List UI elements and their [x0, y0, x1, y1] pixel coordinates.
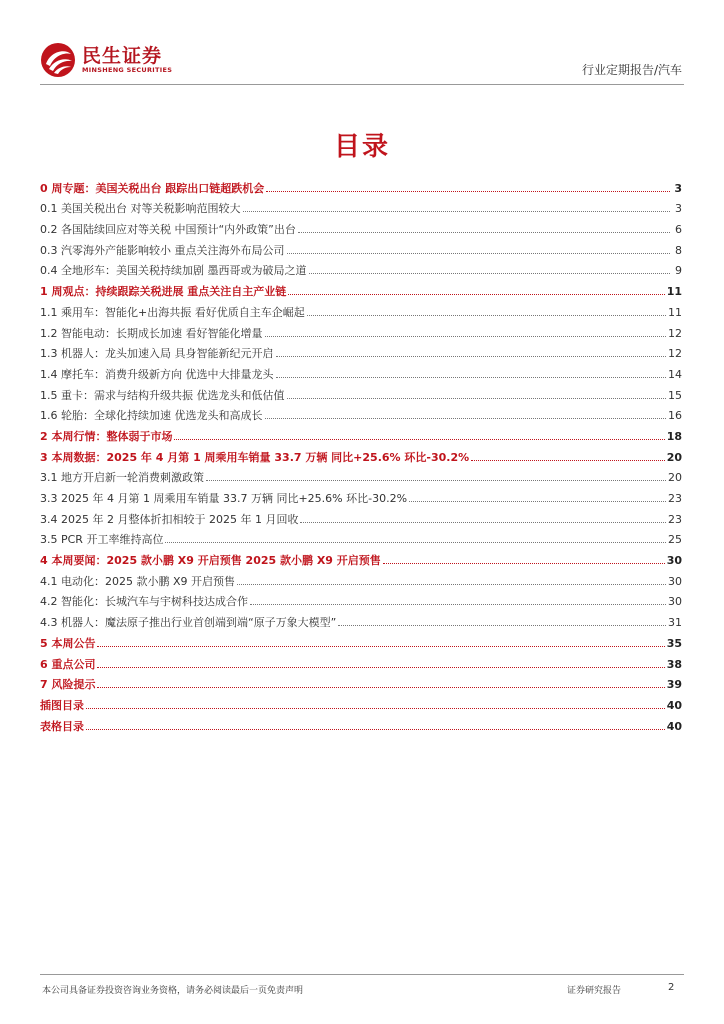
toc-entry-label: 4 本周要闻：2025 款小鹏 X9 开启预售 2025 款小鹏 X9 开启预售: [40, 554, 381, 568]
toc-dot-leader: [409, 501, 666, 502]
toc-dot-leader: [276, 377, 667, 378]
toc-entry[interactable]: [40, 484, 682, 505]
toc-entry-label: 0.1 美国关税出台 对等关税影响范围较大: [40, 202, 241, 216]
toc-entry[interactable]: [40, 588, 682, 609]
toc-entry[interactable]: [40, 257, 682, 278]
toc-entry-page: 14: [668, 367, 682, 381]
toc-entry-label: 1 周观点：持续跟踪关税进展 重点关注自主产业链: [40, 285, 287, 299]
table-of-contents: [40, 174, 682, 733]
toc-entry-label: 插图目录: [40, 698, 84, 712]
footer-doc-type: 证券研究报告: [567, 986, 622, 996]
toc-entry-label: 2 本周行情：整体弱于市场: [40, 429, 173, 443]
toc-entry[interactable]: [40, 712, 682, 733]
toc-entry-label: 0.3 汽零海外产能影响较小 重点关注海外布局公司: [40, 243, 285, 257]
toc-entry-page: 23: [668, 512, 682, 526]
toc-entry-page: 12: [668, 326, 682, 340]
toc-entry-label: 1.2 智能电动：长期成长加速 看好智能化增量: [40, 326, 263, 340]
toc-entry-label: 1.3 机器人：龙头加速入局 具身智能新纪元开启: [40, 347, 274, 361]
toc-entry[interactable]: [40, 319, 682, 340]
toc-entry[interactable]: [40, 402, 682, 423]
toc-entry[interactable]: [40, 629, 682, 650]
toc-entry[interactable]: [40, 174, 682, 195]
toc-entry-page: 20: [668, 471, 682, 485]
toc-entry-page: 9: [675, 264, 682, 278]
toc-dot-leader: [276, 356, 667, 357]
toc-entry-page: 11: [666, 285, 682, 299]
toc-dot-leader: [307, 315, 666, 316]
header-divider: [40, 84, 684, 85]
toc-entry-page: 18: [666, 429, 682, 443]
toc-dot-leader: [383, 563, 665, 564]
toc-entry[interactable]: [40, 671, 682, 692]
toc-dot-leader: [287, 398, 667, 399]
toc-entry-page: 25: [668, 533, 682, 547]
toc-entry-label: 1.4 摩托车：消费升级新方向 优选中大排量龙头: [40, 367, 274, 381]
toc-dot-leader: [86, 729, 665, 730]
toc-entry-label: 3.3 2025 年 4 月第 1 周乘用车销量 33.7 万辆 同比+25.6% 环比-30.2%: [40, 492, 408, 505]
toc-entry-page: 30: [668, 595, 682, 609]
toc-dot-leader: [243, 211, 671, 212]
toc-entry[interactable]: [40, 236, 682, 257]
toc-entry[interactable]: [40, 608, 682, 629]
toc-entry[interactable]: [40, 195, 682, 216]
toc-entry-label: 0.2 各国陆续回应对等关税 中国预计“内外政策”出台: [40, 223, 296, 237]
logo-english-name: MINSHENG SECURITIES: [82, 66, 173, 74]
toc-entry-page: 20: [666, 450, 682, 464]
toc-entry[interactable]: [40, 526, 682, 547]
toc-entry-label: 4.2 智能化：长城汽车与宇树科技达成合作: [40, 595, 248, 609]
logo-chinese-name: 民生证券: [82, 45, 163, 67]
minsheng-logo: [40, 38, 240, 78]
toc-entry[interactable]: [40, 277, 682, 298]
toc-dot-leader: [298, 232, 670, 233]
minsheng-logo-icon: [40, 42, 76, 78]
toc-dot-leader: [287, 253, 671, 254]
toc-entry-label: 4.1 电动化：2025 款小鹏 X9 开启预售: [40, 574, 236, 588]
footer-disclaimer: 本公司具备证券投资咨询业务资格，请务必阅读最后一页免责声明: [42, 986, 304, 996]
toc-entry[interactable]: [40, 298, 682, 319]
toc-entry[interactable]: [40, 422, 682, 443]
toc-dot-leader: [338, 625, 666, 626]
toc-dot-leader: [265, 418, 667, 419]
toc-entry[interactable]: [40, 360, 682, 381]
toc-entry[interactable]: [40, 464, 682, 485]
page-header: [40, 38, 684, 82]
toc-entry-page: 40: [666, 698, 682, 712]
toc-entry[interactable]: [40, 567, 682, 588]
toc-entry[interactable]: [40, 546, 682, 567]
toc-dot-leader: [206, 480, 666, 481]
toc-dot-leader: [165, 542, 666, 543]
toc-dot-leader: [265, 336, 667, 337]
toc-dot-leader: [237, 584, 666, 585]
toc-dot-leader: [471, 460, 665, 461]
toc-entry-page: 12: [668, 347, 682, 361]
footer-page-number: 2: [668, 982, 675, 993]
toc-dot-leader: [97, 687, 664, 688]
toc-dot-leader: [300, 522, 666, 523]
toc-title: 目录: [333, 132, 390, 162]
toc-entry-page: 30: [666, 554, 682, 568]
toc-entry-page: 30: [668, 574, 682, 588]
toc-entry-page: 3: [675, 202, 682, 216]
toc-dot-leader: [309, 273, 671, 274]
toc-dot-leader: [288, 294, 664, 295]
toc-entry-label: 5 本周公告: [40, 636, 96, 650]
toc-entry-page: 15: [668, 388, 682, 402]
report-type: 行业定期报告/汽车: [581, 63, 682, 77]
toc-entry-page: 16: [668, 409, 682, 423]
toc-entry[interactable]: [40, 650, 682, 671]
toc-entry-page: 40: [666, 719, 682, 733]
toc-entry-page: 35: [666, 636, 682, 650]
toc-entry-page: 38: [666, 657, 682, 671]
toc-entry-label: 0.4 全地形车：美国关税持续加剧 墨西哥或为破局之道: [40, 264, 307, 278]
toc-entry-label: 3.1 地方开启新一轮消费刺激政策: [40, 471, 204, 485]
toc-entry-page: 23: [668, 492, 682, 505]
toc-dot-leader: [266, 191, 670, 192]
footer-divider: [40, 974, 684, 975]
toc-entry-page: 11: [668, 305, 682, 319]
toc-entry-label: 1.1 乘用车：智能化+出海共振 看好优质自主车企崛起: [40, 305, 305, 319]
toc-entry-label: 0 周专题：美国关税出台 跟踪出口链超跌机会: [40, 181, 265, 195]
toc-entry-label: 1.5 重卡：需求与结构升级共振 优选龙头和低估值: [40, 388, 285, 402]
toc-dot-leader: [97, 667, 664, 668]
toc-dot-leader: [86, 708, 665, 709]
toc-entry[interactable]: [40, 215, 682, 236]
toc-entry-label: 3.5 PCR 开工率维持高位: [40, 533, 164, 547]
toc-entry-page: 3: [674, 181, 682, 195]
toc-dot-leader: [250, 604, 666, 605]
toc-entry[interactable]: [40, 505, 682, 526]
toc-entry-label: 7 风险提示: [40, 678, 96, 692]
toc-entry[interactable]: [40, 691, 682, 712]
toc-entry-page: 8: [675, 243, 682, 257]
toc-entry-label: 3 本周数据：2025 年 4 月第 1 周乘用车销量 33.7 万辆 同比+25.6% 环比-30.2%: [40, 450, 470, 464]
toc-entry-label: 4.3 机器人：魔法原子推出行业首创端到端“原子万象大模型”: [40, 616, 337, 630]
toc-entry[interactable]: [40, 340, 682, 361]
toc-entry-label: 3.4 2025 年 2 月整体折扣相较于 2025 年 1 月回收: [40, 512, 299, 526]
toc-dot-leader: [97, 646, 664, 647]
toc-entry[interactable]: [40, 443, 682, 464]
toc-entry-page: 39: [666, 678, 682, 692]
toc-entry-label: 6 重点公司: [40, 657, 96, 671]
toc-entry[interactable]: [40, 381, 682, 402]
toc-entry-page: 6: [675, 223, 682, 237]
toc-entry-label: 1.6 轮胎：全球化持续加速 优选龙头和高成长: [40, 409, 263, 423]
toc-entry-page: 31: [668, 616, 682, 630]
toc-dot-leader: [174, 439, 664, 440]
toc-entry-label: 表格目录: [40, 719, 84, 733]
